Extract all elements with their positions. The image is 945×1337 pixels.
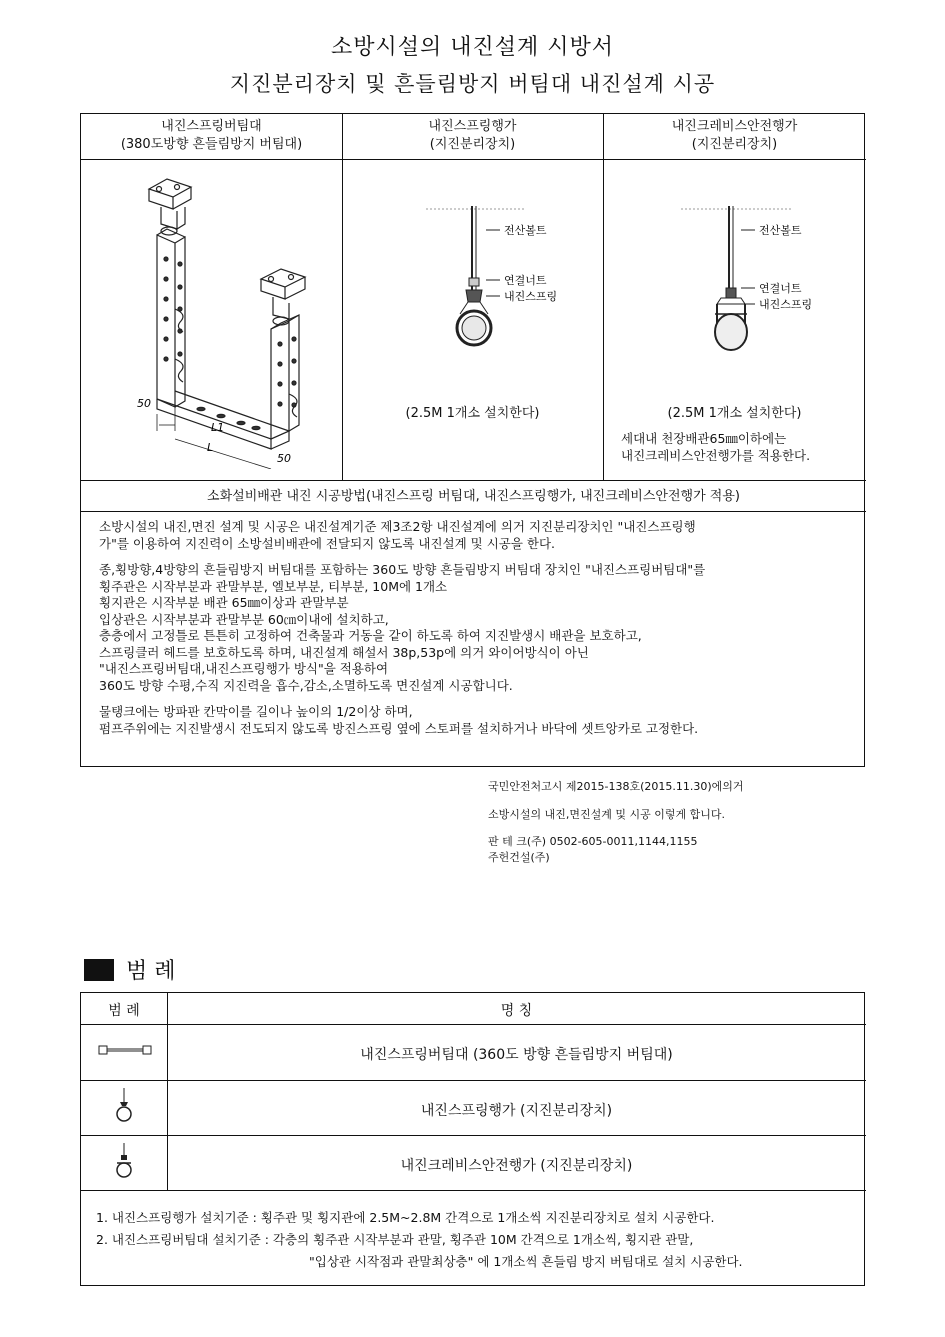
- footer-note: 주헌건설(주): [488, 851, 550, 864]
- page-title: 소방시설의 내진설계 시방서: [330, 35, 614, 60]
- body-line: 횡지관은 시작부분 배관 65㎜이상과 관말부분: [99, 595, 349, 610]
- body-line: "내진스프링버팀대,내진스프링행가 방식"을 적용하여: [99, 661, 389, 676]
- row-divider: [81, 1135, 866, 1136]
- spring-label: 내진스프링: [504, 290, 558, 303]
- clevis-hanger-drawing: [681, 194, 861, 374]
- nut-label: 연결너트: [759, 282, 802, 295]
- spec-table: [80, 113, 865, 767]
- body-line: 소방시설의 내진,면진 설계 및 시공은 내진설계기준 제3조2항 내진설계에 의거 지진분리장치인 "내진스프링행: [99, 519, 696, 534]
- column-divider: [603, 114, 604, 480]
- column-header-line: 내진스프링행가: [428, 119, 517, 134]
- install-rule-2-cont: "입상관 시작점과 관말최상층" 에 1개소씩 흔들림 방지 버팀대로 설치 시공한다.: [309, 1254, 743, 1269]
- black-square-icon: [84, 959, 114, 981]
- body-line: 스프링클러 헤드를 보호하도록 하며, 내진설계 해설서 38p,53p에 의거 와이어방식이 아닌: [99, 644, 589, 660]
- legend-row-name: 내진크레비스안전행가 (지진분리장치): [400, 1158, 633, 1174]
- column-header-line: (지진분리장치): [691, 137, 778, 152]
- install-rule-1: 1. 내진스프링행가 설치기준 : 횡주관 및 횡지관에 2.5M~2.8M 간격으로 1개소씩 지진분리장치로 설치 시공한다.: [96, 1210, 715, 1225]
- column-header-line: (380도방향 흔들림방지 버팀대): [120, 137, 303, 152]
- body-line: 펌프주위에는 지진발생시 전도되지 않도록 방진스프링 옆에 스토퍼를 설치하거나 바닥에 셋트앙카로 고정한다.: [99, 720, 699, 736]
- install-rule-2: 2. 내진스프링버팀대 설치기준 : 각층의 횡주관 시작부분과 관말, 횡주관 10M 간격으로 1개소씩, 횡지관 관말,: [96, 1232, 694, 1247]
- body-line: 층층에서 고정틀로 튼튼히 고정하여 건축물과 거동을 같이 하도록 하여 지진발생시 배관을 보호하고,: [99, 628, 642, 643]
- bolt-label: 전산볼트: [504, 224, 547, 237]
- clevis-hanger-symbol-icon: [114, 1141, 134, 1183]
- column-header-line: 내진스프링버팀대: [161, 119, 262, 134]
- body-line: 종,횡방향,4방향의 흔들림방지 버팀대를 포함하는 360도 방향 흔들림방지 버팀대 장치인 "내진스프링버팀대"를: [99, 562, 706, 577]
- dim-label: 50: [137, 397, 151, 410]
- row-divider: [81, 511, 866, 512]
- legend-row-name: 내진스프링버팀대 (360도 방향 흔들림방지 버팀대): [360, 1047, 673, 1063]
- legend-table: [80, 992, 865, 1286]
- column-header-clevis: [603, 114, 866, 159]
- row-divider: [81, 1190, 866, 1191]
- body-line: 물탱크에는 방파판 칸막이를 길이나 높이의 1/2이상 하며,: [99, 704, 413, 719]
- clevis-caption: (2.5M 1개소 설치한다): [667, 406, 802, 421]
- header-divider: [81, 159, 866, 160]
- spring-hanger-drawing: [416, 194, 596, 374]
- column-header-brace: [81, 114, 342, 159]
- page-subtitle: 지진분리장치 및 흔들림방지 버팀대 내진설계 시공: [229, 72, 716, 96]
- body-line: 가"를 이용하여 지진력이 소방설비배관에 전달되지 않도록 내진설계 및 시공을 한다.: [99, 535, 556, 551]
- legend-col-symbol: 범 례: [108, 1003, 140, 1019]
- dim-label: 50: [277, 452, 291, 465]
- spring-hanger-symbol-icon: [114, 1086, 134, 1126]
- legend-col-name: 명 칭: [500, 1003, 533, 1019]
- brace-symbol-icon: [97, 1043, 153, 1057]
- method-title: 소화설비배관 내진 시공방법(내진스프링 버팀대, 내진스프링행가, 내진크레비스안전행가 적용): [207, 489, 740, 504]
- hanger-caption: (2.5M 1개소 설치한다): [405, 406, 540, 421]
- note-line: 내진크레비스안전행가를 적용한다.: [621, 448, 811, 463]
- column-header-line: (지진분리장치): [429, 137, 516, 152]
- column-header-line: 내진크레비스안전행가: [671, 119, 798, 134]
- clevis-note: [621, 430, 810, 464]
- row-divider: [81, 480, 866, 481]
- note-line: 세대내 천장배관65㎜이하에는: [621, 431, 787, 446]
- bolt-label: 전산볼트: [759, 224, 802, 237]
- body-line: 입상관은 시작부분과 관말부분 60㎝이내에 설치하고,: [99, 611, 389, 627]
- footer-note: 국민안전처고시 제2015-138호(2015.11.30)에의거: [488, 780, 744, 793]
- legend-row-name: 내진스프링행가 (지진분리장치): [420, 1103, 613, 1119]
- footer-note: 판 테 크(주) 0502-605-0011,1144,1155: [488, 835, 698, 848]
- method-body: [99, 519, 859, 737]
- row-divider: [81, 1080, 866, 1081]
- nut-label: 연결너트: [504, 274, 547, 287]
- spring-label: 내진스프링: [759, 298, 813, 311]
- body-line: 360도 방향 수평,수직 지진력을 흡수,감소,소멸하도록 면진설계 시공합니다.: [99, 677, 513, 693]
- body-line: 횡주관은 시작부분과 관말부분, 엘보부분, 티부분, 10M에 1개소: [99, 578, 448, 594]
- footer-note: 소방시설의 내진,면진설계 및 시공 이렇게 합니다.: [488, 808, 725, 821]
- dim-label: L: [207, 441, 214, 454]
- row-divider: [81, 1024, 866, 1025]
- column-divider: [342, 114, 343, 480]
- dim-label: L1: [211, 421, 225, 434]
- spring-brace-drawing: [131, 169, 331, 469]
- legend-heading-text: 범 례: [126, 959, 176, 984]
- column-header-hanger: [342, 114, 603, 159]
- legend-heading: [84, 954, 176, 985]
